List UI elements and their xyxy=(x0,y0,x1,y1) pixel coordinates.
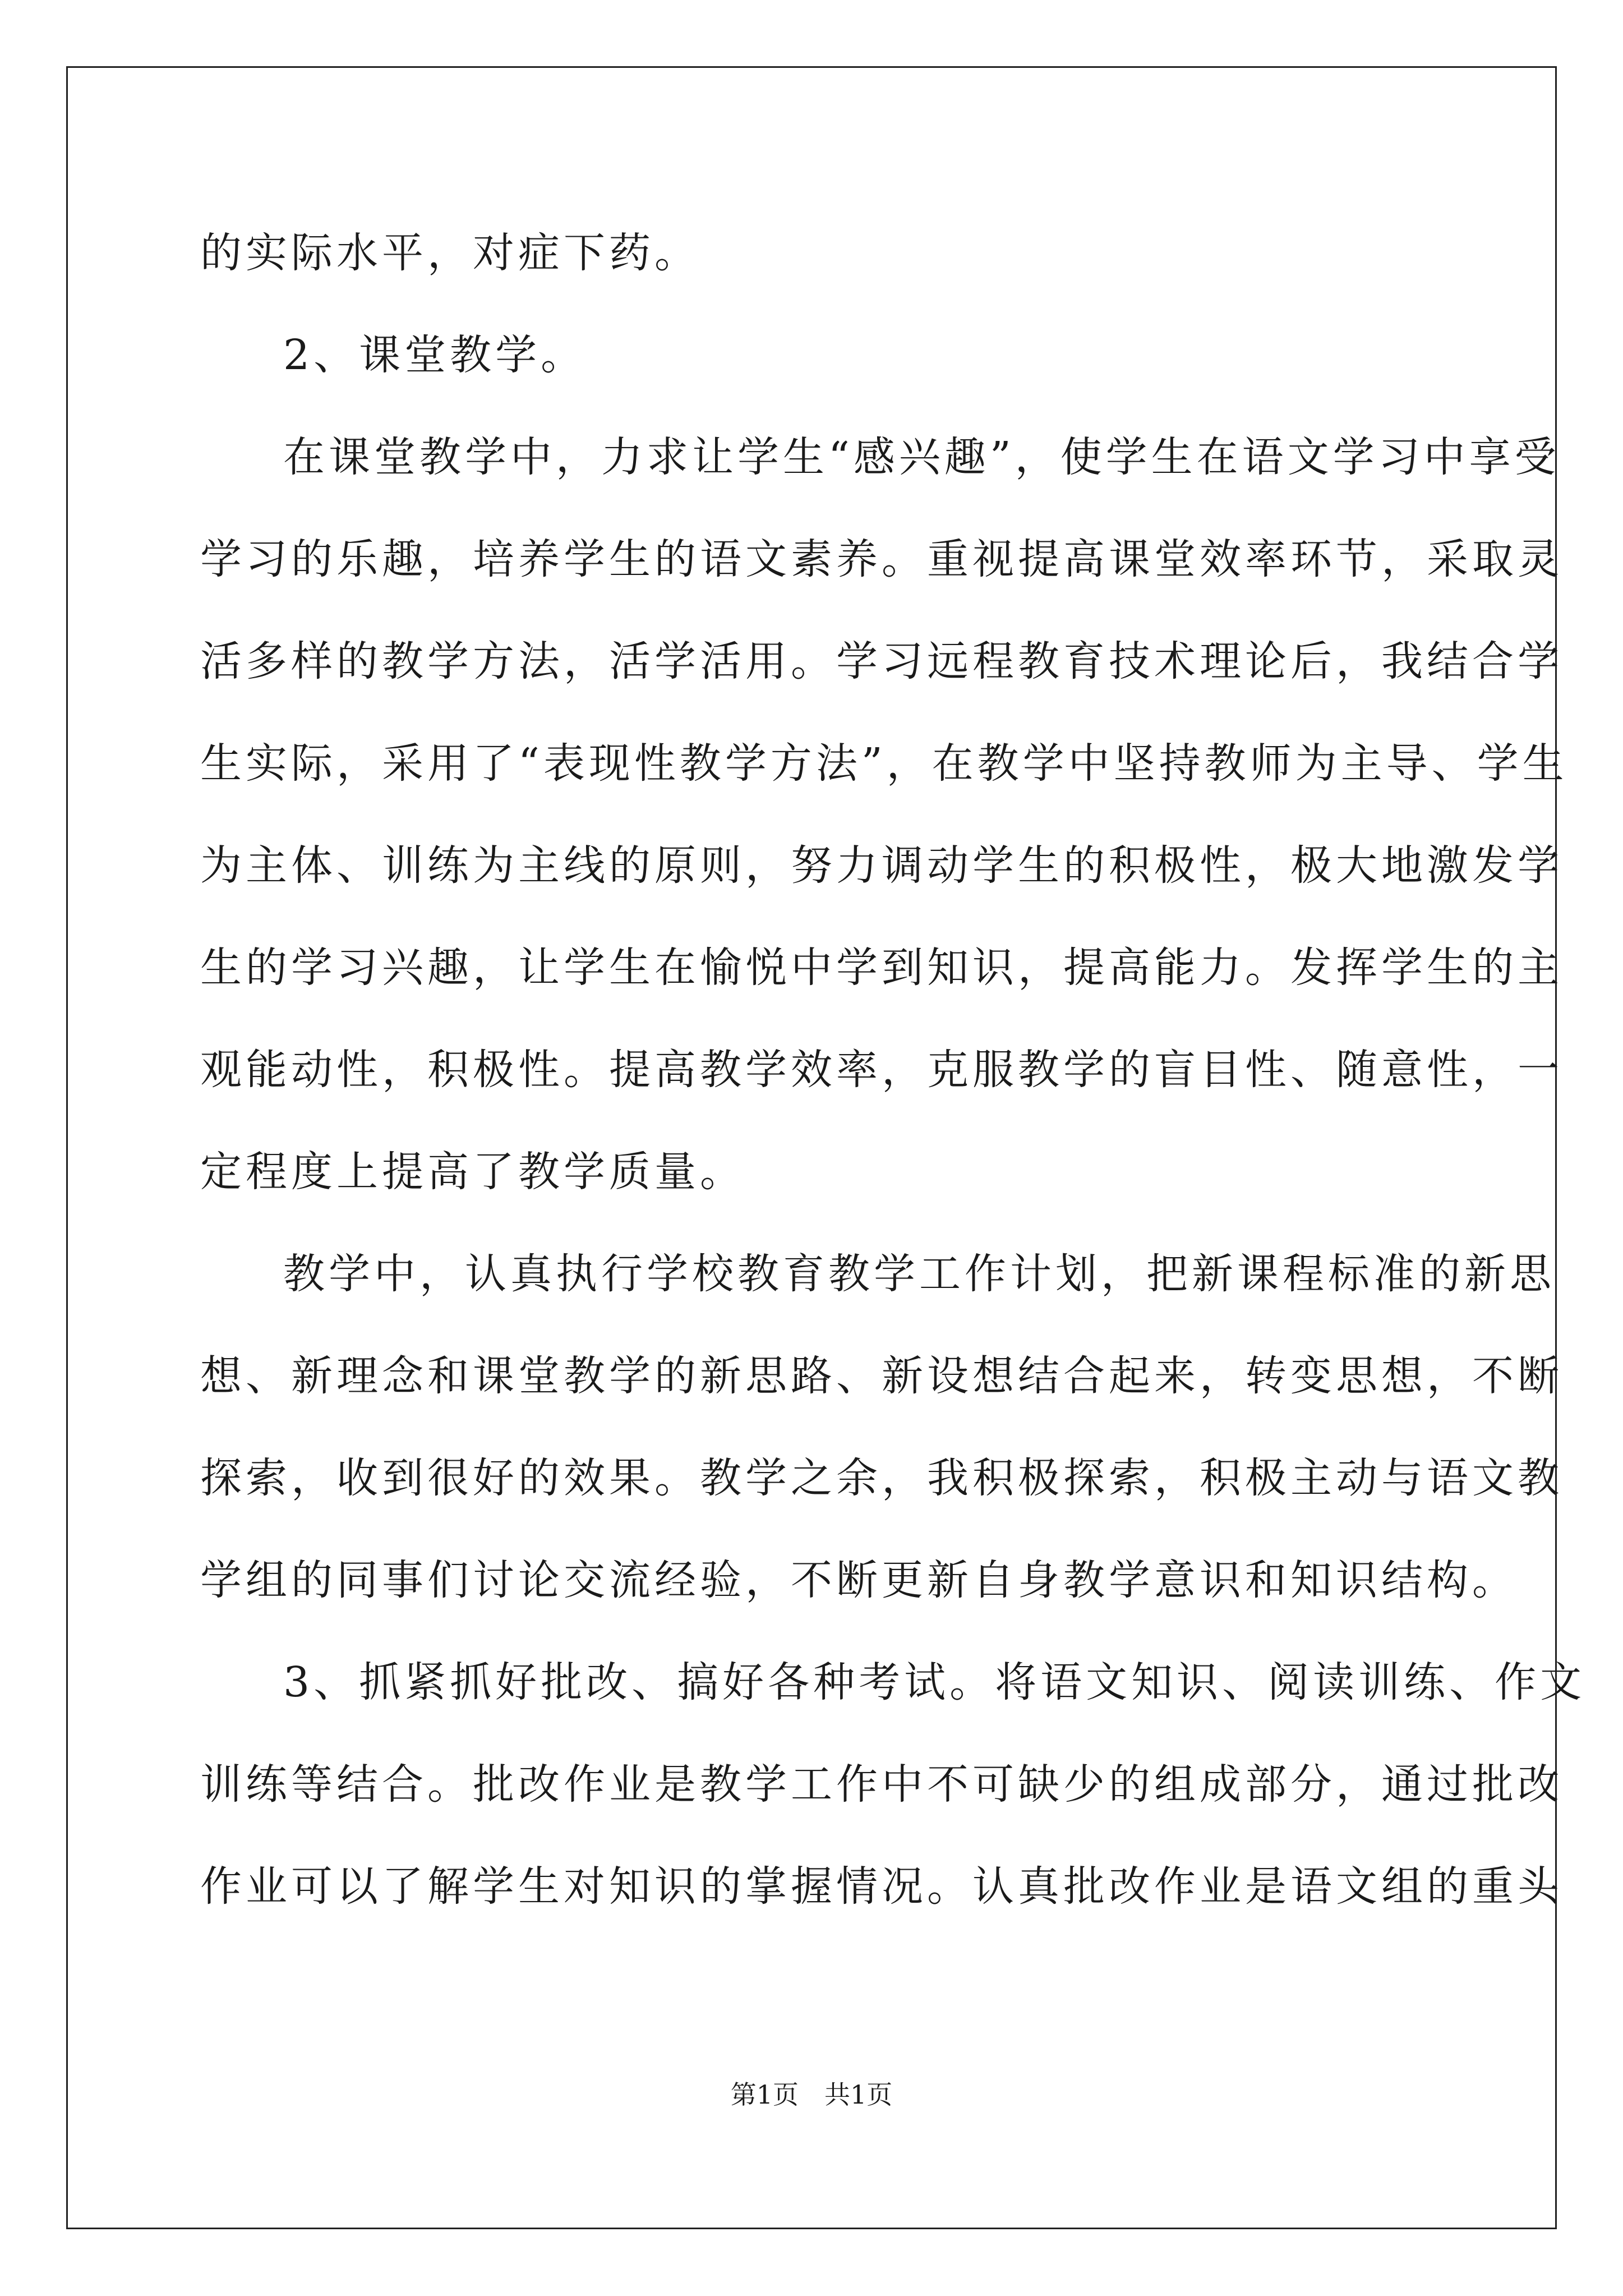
text-line: 想、新理念和课堂教学的新思路、新设想结合起来，转变思想，不断 xyxy=(200,1352,1563,1400)
text-line: 学组的同事们讨论交流经验，不断更新自身教学意识和知识结构。 xyxy=(200,1556,1518,1604)
page-number-footer: 第1页 共1页 xyxy=(730,2079,893,2110)
text-line: 教学中，认真执行学校教育教学工作计划，把新课程标准的新思 xyxy=(283,1250,1555,1298)
text-line: 生实际，采用了“表现性教学方法”，在教学中坚持教师为主导、学生 xyxy=(200,739,1568,788)
document-body xyxy=(200,202,1586,1938)
text-line: 作业可以了解学生对知识的掌握情况。认真批改作业是语文组的重头 xyxy=(200,1862,1563,1911)
text-line: 3、抓紧抓好批改、搞好各种考试。将语文知识、阅读训练、作文 xyxy=(283,1658,1586,1706)
text-line: 2、课堂教学。 xyxy=(283,331,587,379)
text-line: 生的学习兴趣，让学生在愉悦中学到知识，提高能力。发挥学生的主 xyxy=(200,944,1563,992)
text-line: 为主体、训练为主线的原则，努力调动学生的积极性，极大地激发学 xyxy=(200,841,1563,890)
text-line: 学习的乐趣，培养学生的语文素养。重视提高课堂效率环节，采取灵 xyxy=(200,535,1563,583)
text-line: 探索，收到很好的效果。教学之余，我积极探索，积极主动与语文教 xyxy=(200,1454,1563,1502)
text-line: 在课堂教学中，力求让学生“感兴趣”，使学生在语文学习中享受 xyxy=(283,433,1560,481)
text-line: 定程度上提高了教学质量。 xyxy=(200,1148,745,1196)
text-line: 观能动性，积极性。提高教学效率，克服教学的盲目性、随意性，一 xyxy=(200,1046,1563,1094)
text-line: 训练等结合。批改作业是教学工作中不可缺少的组成部分，通过批改 xyxy=(200,1760,1563,1809)
text-line: 活多样的教学方法，活学活用。学习远程教育技术理论后，我结合学 xyxy=(200,637,1563,685)
text-line: 的实际水平，对症下药。 xyxy=(200,229,700,277)
